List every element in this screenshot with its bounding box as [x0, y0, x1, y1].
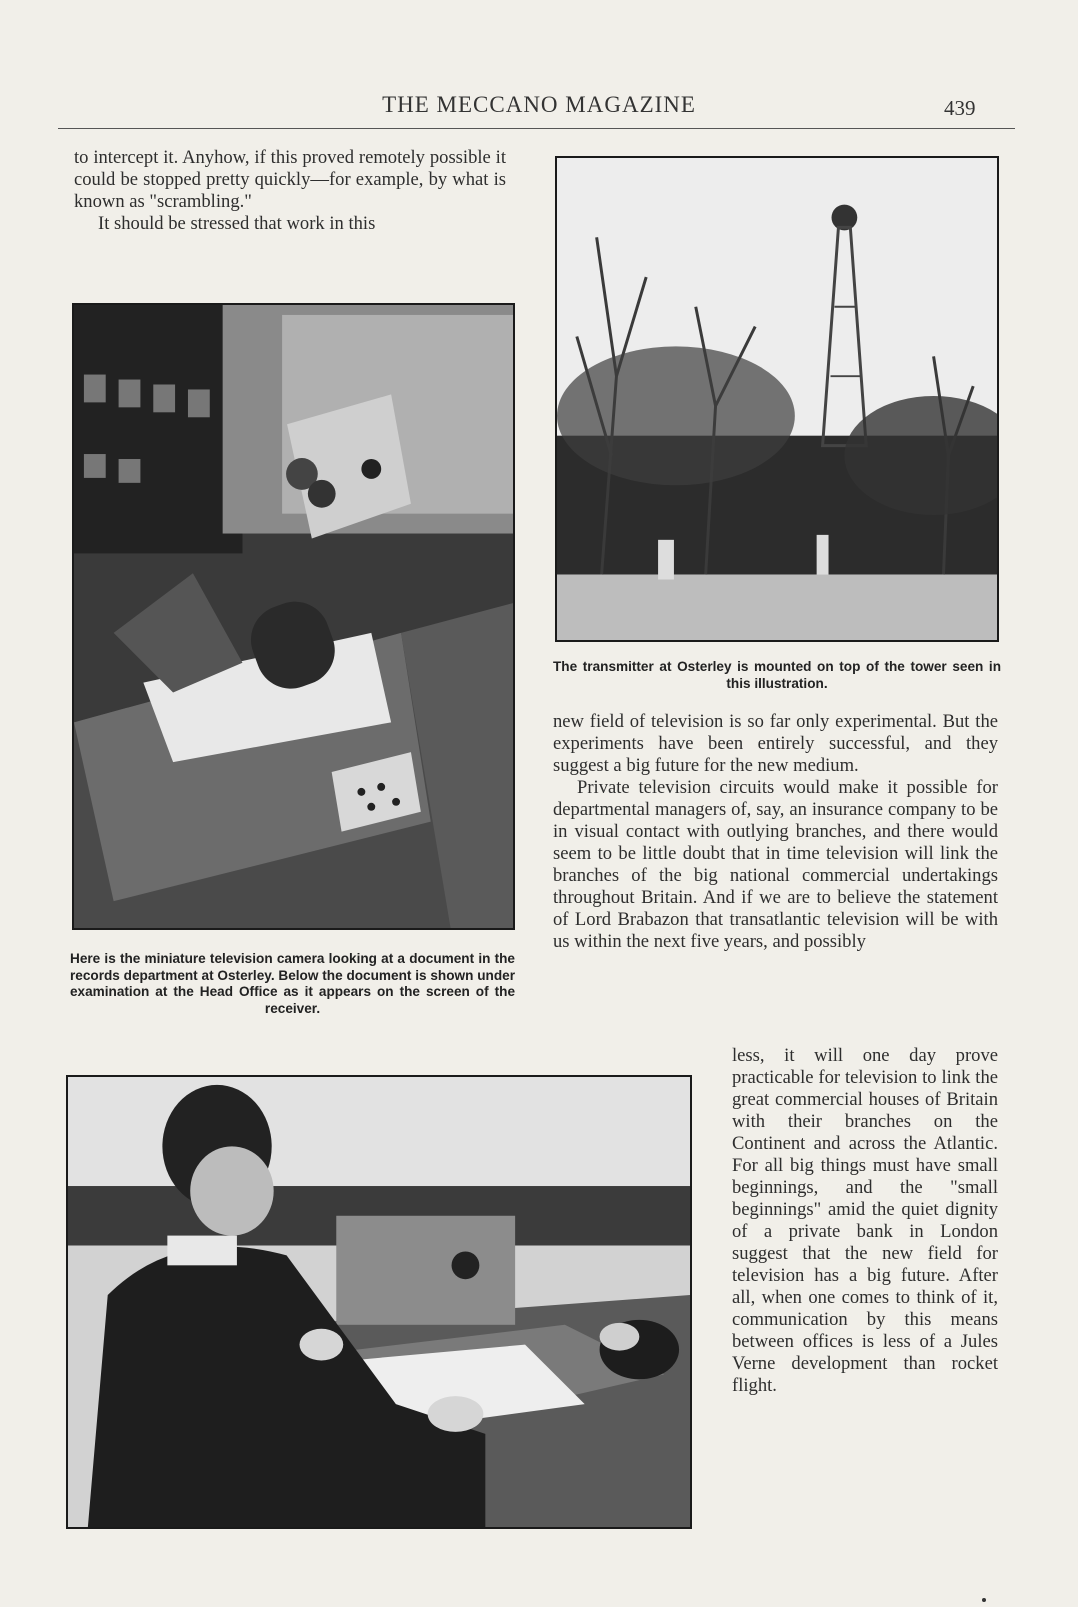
decorative-dot	[982, 1598, 986, 1602]
paragraph: Private television circuits would make it possible for departmental managers of, say, an insurance company to be in visual contact with outlying branches, and there would seem to be little doubt that in time television will link the branches of the big national commercial undertakings throughout Britain. And if we are to believe the statement of Lord Brabazon that transatlantic television will be with us within the next five years, and possibly	[553, 777, 998, 952]
paragraph: It should be stressed that work in this	[98, 213, 376, 234]
running-header-title: THE MECCANO MAGAZINE	[382, 92, 696, 117]
left-column-text	[74, 147, 506, 235]
page-number: 439	[944, 96, 976, 120]
paragraph: new field of television is so far only experimental. But the experiments have been entirely successful, and they suggest a big future for the new medium.	[553, 711, 998, 776]
photo-television-camera	[72, 303, 515, 930]
paragraph: to intercept it. Anyhow, if this proved remotely possible it could be stopped pretty quickly—for example, by what is known as "scrambling."	[74, 147, 506, 212]
camera-photo-illustration	[74, 305, 513, 928]
camera-photo-caption: Here is the miniature television camera looking at a document in the records department at Osterley. Below the document is shown under examination at the Head Office as it appears on the screen of the receiver.	[70, 951, 515, 1016]
tower-photo-illustration	[557, 158, 997, 640]
header-rule	[58, 128, 1015, 129]
paragraph: less, it will one day prove practicable for television to link the great commercial houses of Britain with their branches on the Continent and across the Atlantic. For all big things must have small beginnings, and the "small beginnings" amid the quiet dignity of a private bank in London suggest that the new field for television has a big future. After all, when one comes to think of it, communication by this means between offices is less of a Jules Verne development than rocket flight.	[732, 1045, 998, 1396]
photo-transmitter-tower	[555, 156, 999, 642]
continuation-text	[732, 1045, 998, 1397]
right-column-text	[553, 711, 998, 953]
photo-office-receiver	[66, 1075, 692, 1529]
tower-photo-caption: The transmitter at Osterley is mounted on top of the tower seen in this illustration.	[553, 659, 1001, 691]
office-photo-illustration	[68, 1077, 690, 1527]
